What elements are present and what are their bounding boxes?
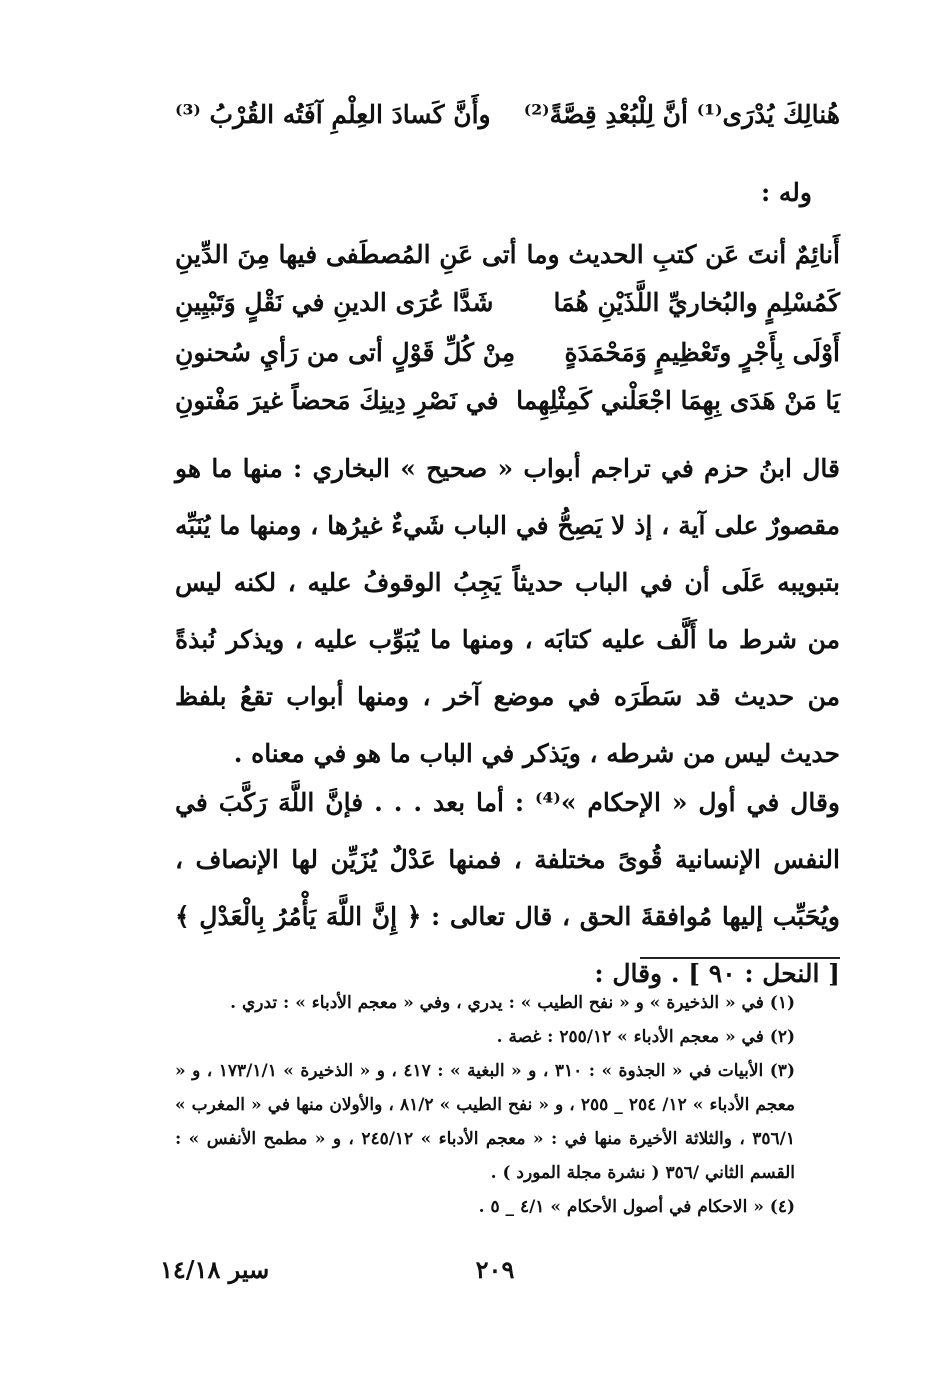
- hemistich-right: كَمُسْلِمٍ والبُخاريِّ اللَّذَيْنِ هُمَا: [553, 288, 840, 317]
- hemistich-left: وأَنَّ كَسادَ العِلْمِ آفَتُه القُرْبُ ⁽³⁾: [175, 100, 491, 129]
- footnote-1: (١) في « الذخيرة » و « نفح الطيب » : يدري ، وفي « معجم الأدباء » : تدري .: [230, 993, 795, 1013]
- verse-line-3: [175, 288, 840, 317]
- hemistich-right: أَوْلَى بِأَجْرٍ وتَعْظِيمٍ وَمَحْمَدَةٍ: [564, 338, 840, 367]
- footnotes: [175, 986, 795, 1224]
- page-number: ٢٠٩: [475, 1255, 515, 1284]
- printer-signature: سير ١٤/١٨: [160, 1255, 270, 1284]
- verse-line-2: [175, 240, 840, 269]
- hemistich-right: أَنائِمٌ أنتَ عَن كتبِ الحديث وما: [526, 240, 840, 269]
- hemistich-right: يَا مَنْ هَدَى بِهِمَا اجْعَلْني كَمِثْلِهِما: [516, 386, 840, 415]
- footnote-3: (٣) الأبيات في « الجذوة » : ٣١٠ ، و « البغية » : ٤١٧ ، و « الذخيرة » ١٧٣/١/١ ، و « معجم الأدباء » ١٢/ ٢٥٤ _ ٢٥٥ ، و « نفح الطيب » ٨١/٢ ، والأولان منها في « المغرب » ٣٥٦/١ ، والثلاثة الأخيرة منها في : « معجم الأدباء » ٢٤٥/١٢ ، و « مطمح الأنفس » : القسم الثاني /٣٥٦ ( نشرة مجلة المورد ) .: [175, 1061, 796, 1183]
- hemistich-right: هُنالِكَ يُدْرَى⁽¹⁾ أنَّ لِلْبُعْدِ قِصَّةً⁽²⁾: [523, 100, 840, 129]
- hemistich-left: في نَصْرِ دِينِكَ مَحضاً غيرَ مَفْتونِ: [175, 386, 499, 415]
- poem-heading: وله :: [760, 178, 812, 207]
- paragraph-ihkam: وقال في أول « الإحكام »⁽⁴⁾ : أما بعد . . . فإنَّ اللَّهَ رَكَّبَ في النفس الإنسانية قُوىً مختلفة ، فمنها عَدْلٌ يُزَيِّن لها الإنصاف ، ويُحَبِّب إليها مُوافقةَ الحق ، قال تعالى : ﴿ إِنَّ اللَّهَ يَأْمُرُ بِالْعَدْلِ ﴾ [ النحل : ٩٠ ] . وقال :: [175, 788, 840, 988]
- footnote-divider: [640, 957, 840, 959]
- footnote-2: (٢) في « معجم الأدباء » ٢٥٥/١٢ : غصة .: [496, 1027, 795, 1047]
- verse-line-1: [175, 100, 840, 129]
- hemistich-left: مِنْ كُلِّ قَوْلٍ أتى من رَأيِ سُحنونِ: [175, 338, 516, 367]
- footnote-4: (٤) « الاحكام في أصول الأحكام » ٤/١ _ ٥ .: [478, 1197, 795, 1217]
- hemistich-left: أتى عَنِ المُصطَفى فيها مِنَ الدِّينِ: [175, 240, 517, 269]
- verse-line-4: [175, 338, 840, 367]
- hemistich-left: شَدَّا عُرَى الدينِ في نَقْلٍ وَتَبْيِينِ: [175, 288, 494, 317]
- verse-line-5: [175, 386, 840, 415]
- paragraph-ibn-hazm: قال ابنُ حزم في تراجم أبواب « صحيح » البخاري : منها ما هو مقصورٌ على آية ، إذ لا يَصِحُّ في الباب شَيءٌ غيرُها ، ومنها ما يُنَبِّه بتبويبه عَلَى أن في الباب حديثاً يَجِبُ الوقوفُ عليه ، لكنه ليس من شرط ما أَلَّف عليه كتابَه ، ومنها ما يُبَوِّب عليه ، ويذكر نُبذةً من حديث قد سَطَرَه في موضع آخر ، ومنها أبواب تقعُ بلفظ حديث ليس من شرطه ، ويَذكر في الباب ما هو في معناه .: [175, 454, 840, 768]
